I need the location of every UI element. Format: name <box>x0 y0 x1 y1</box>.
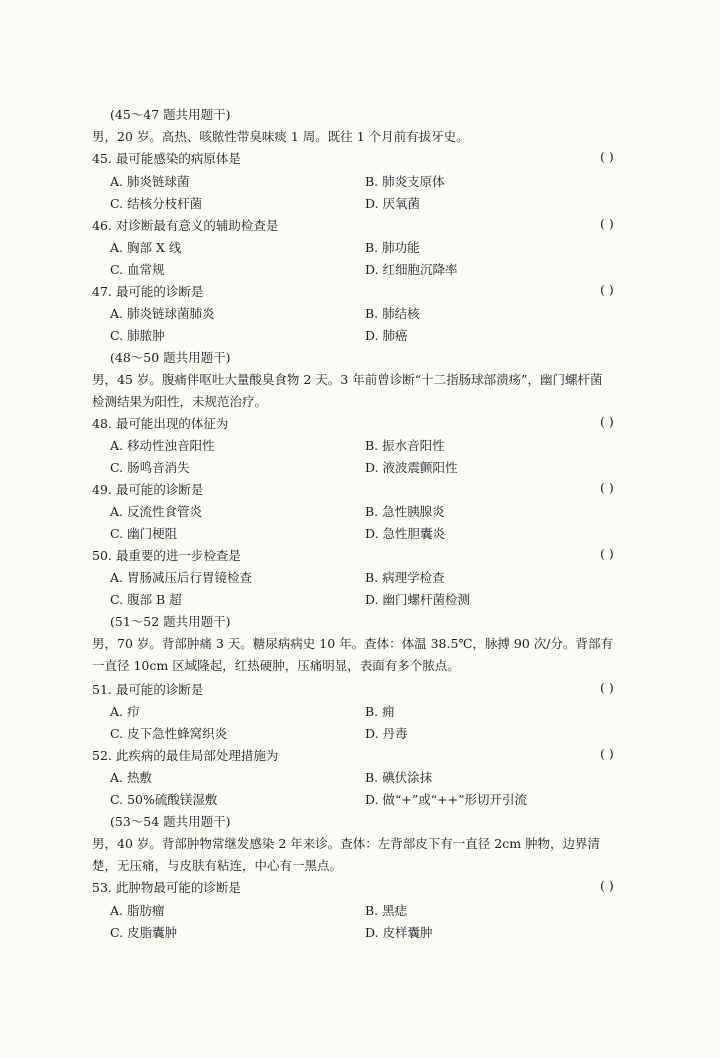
answer-blank: ( ) <box>600 282 614 297</box>
option-b: B. 黑痣 <box>365 903 408 918</box>
option-b: B. 振水音阳性 <box>365 438 445 453</box>
option-c: C. 肠鸣音消失 <box>110 460 190 475</box>
question-stem: 53. 此肿物最可能的诊断是 <box>92 880 241 895</box>
option-a: A. 胃肠减压后行胃镜检查 <box>110 570 252 585</box>
case-text: 检测结果为阳性，未规范治疗。 <box>92 394 268 409</box>
option-a: A. 肺炎链球菌 <box>110 174 190 189</box>
option-a: A. 热敷 <box>110 770 152 785</box>
case-text: 男，20 岁。高热、咳脓性带臭味痰 1 周。既往 1 个月前有拔牙史。 <box>92 129 469 144</box>
option-d: D. 做“+”或“++”形切开引流 <box>365 792 528 807</box>
option-a: A. 脂肪瘤 <box>110 903 165 918</box>
option-c: C. 腹部 B 超 <box>110 592 182 607</box>
question-stem: 47. 最可能的诊断是 <box>92 284 204 299</box>
option-d: D. 皮样囊肿 <box>365 925 433 940</box>
option-d: D. 红细胞沉降率 <box>365 262 458 277</box>
group-header: (48～50 题共用题干) <box>110 350 231 365</box>
option-d: D. 肺癌 <box>365 328 408 343</box>
answer-blank: ( ) <box>600 480 614 495</box>
option-c: C. 血常规 <box>110 262 165 277</box>
question-stem: 50. 最重要的进一步检查是 <box>92 548 241 563</box>
question-stem: 51. 最可能的诊断是 <box>92 682 204 697</box>
question-stem: 52. 此疾病的最佳局部处理措施为 <box>92 748 279 763</box>
option-c: C. 皮下急性蜂窝织炎 <box>110 726 228 741</box>
option-b: B. 肺功能 <box>365 240 420 255</box>
option-a: A. 肺炎链球菌肺炎 <box>110 306 215 321</box>
option-b: B. 痈 <box>365 704 395 719</box>
question-stem: 46. 对诊断最有意义的辅助检查是 <box>92 218 279 233</box>
question-stem: 45. 最可能感染的病原体是 <box>92 151 241 166</box>
option-c: C. 幽门梗阻 <box>110 526 178 541</box>
answer-blank: ( ) <box>600 216 614 231</box>
option-d: D. 丹毒 <box>365 726 408 741</box>
answer-blank: ( ) <box>600 878 614 893</box>
answer-blank: ( ) <box>600 546 614 561</box>
option-a: A. 反流性食管炎 <box>110 504 202 519</box>
option-c: C. 肺脓肿 <box>110 328 165 343</box>
case-text: 男，45 岁。腹痛伴呕吐大量酸臭食物 2 天。3 年前曾诊断“十二指肠球部溃疡”，幽门螺杆菌 <box>92 372 603 387</box>
answer-blank: ( ) <box>600 414 614 429</box>
answer-blank: ( ) <box>600 680 614 695</box>
option-d: D. 急性胆囊炎 <box>365 526 446 541</box>
option-d: D. 幽门螺杆菌检测 <box>365 592 471 607</box>
option-b: B. 肺炎支原体 <box>365 174 445 189</box>
option-b: B. 碘伏涂抹 <box>365 770 433 785</box>
group-header: (53～54 题共用题干) <box>110 814 231 829</box>
question-stem: 49. 最可能的诊断是 <box>92 482 204 497</box>
answer-blank: ( ) <box>600 149 614 164</box>
option-c: C. 皮脂囊肿 <box>110 925 178 940</box>
group-header: (45～47 题共用题干) <box>110 107 231 122</box>
group-header: (51～52 题共用题干) <box>110 614 231 629</box>
option-b: B. 肺结核 <box>365 306 420 321</box>
option-a: A. 移动性浊音阳性 <box>110 438 215 453</box>
option-b: B. 病理学检查 <box>365 570 445 585</box>
option-c: C. 结核分枝杆菌 <box>110 196 203 211</box>
option-a: A. 胸部 X 线 <box>110 240 182 255</box>
option-a: A. 疖 <box>110 704 140 719</box>
option-d: D. 液波震颤阳性 <box>365 460 458 475</box>
case-text: 男，40 岁。背部肿物常继发感染 2 年来诊。查体：左背部皮下有一直径 2cm 肿物，边界清 <box>92 836 601 851</box>
case-text: 楚，无压痛，与皮肤有粘连，中心有一黑点。 <box>92 858 343 873</box>
option-b: B. 急性胰腺炎 <box>365 504 445 519</box>
case-text: 一直径 10cm 区域隆起，红热硬肿，压痛明显，表面有多个脓点。 <box>92 658 460 673</box>
option-c: C. 50%硫酸镁湿敷 <box>110 792 218 807</box>
answer-blank: ( ) <box>600 746 614 761</box>
case-text: 男，70 岁。背部肿痛 3 天。糖尿病病史 10 年。查体：体温 38.5℃，脉搏 90 次/分。背部有 <box>92 636 613 651</box>
question-stem: 48. 最可能出现的体征为 <box>92 416 229 431</box>
option-d: D. 厌氧菌 <box>365 196 421 211</box>
